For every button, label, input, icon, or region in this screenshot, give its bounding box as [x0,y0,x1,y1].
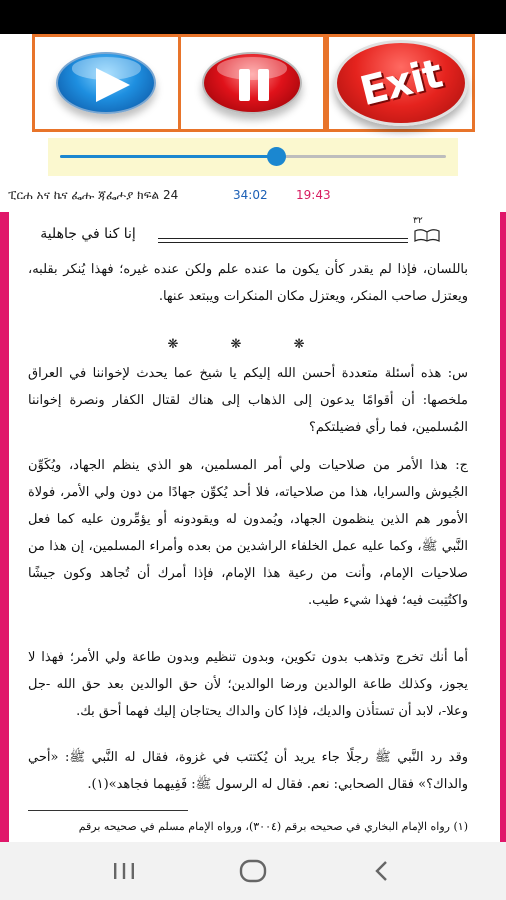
page-header [28,216,468,244]
paragraph-1: باللسان، فإذا لم يقدر كأن يكون ما عنده علم ولكن عنده غيره؛ فهذا يُنكر بقلبه، ويعتزل صاحب المنكر، ويعتزل مكان المنكرات ويبتعد عنها. [28,262,468,304]
section-divider: ❋ ❋ ❋ [167,337,329,352]
pause-icon [239,69,269,101]
back-icon [372,859,392,883]
book-page [0,212,506,842]
elapsed-time: 34:02 [233,188,268,202]
footnote-rule [28,810,188,811]
home-icon [239,859,267,883]
exit-label: Exit [355,50,447,116]
back-button[interactable] [352,851,412,891]
play-cell [32,34,181,132]
pause-button[interactable] [202,52,302,114]
paragraph-4: أما أنك تخرج وتذهب بدون تكوين، وبدون تنظيم وبدون طاعة ولي الأمر؛ فهذا لا يجوز، وكذلك طاعة الوالدين ورضا الوالدين؛ لأن حق الوالدين بعد حق الله -جل وعلا-، لابد أن تستأذن والديك، فإذا كان والداك يحتاجان إليك فهما أحق بك. [28,650,468,719]
track-title: ፒርሐ አና ኬና ፌሑ ጃፌሖያ ክፍል 24 [8,188,179,202]
footnote: (١) رواه الإمام البخاري في صحيحه برقم (٣٠٠٤)، ورواه الإمام مسلم في صحيحه برقم [78,820,468,833]
page-frame-right [500,212,506,842]
system-nav-bar [0,842,506,900]
exit-cell [326,34,475,132]
track-info [0,186,506,208]
seek-progress [60,155,276,158]
player-controls [32,34,475,132]
paragraph-3: ج: هذا الأمر من صلاحيات ولي أمر المسلمين، هو الذي ينظم الجهاد، ويُكَوِّن الجُيوش والسرايا، هذا من صلاحياته، فلا أحد يُكوِّن جهادًا من دون ولي الأمر، فولاة الأمور هم الذين ينظمون الجهاد، ويُمدون له ويقودونه أو يؤمِّرون عليه كما فعل النَّبي ﷺ، وكما عليه عمل الخلفاء الراشدين من بعده وأمراء المسلمين، إن هذا من صلاحيات الإمام، وأنت من رعية هذا الإمام، فإذا أمرك أن تُجاهد وكون جيشًا واكتُتِبت فيه؛ فهذا شيء طيب. [28,458,468,608]
seek-track[interactable] [60,155,446,158]
recents-button[interactable] [94,851,154,891]
book-content [28,212,468,842]
paragraph-2: س: هذه أسئلة متعددة أحسن الله إليكم يا شيخ عما يحدث لإخواننا في العراق ملخصها: أن أقوامًا يدعون إلى الذهاب إلى هناك لقتال الكفار ونصرة إخواننا المُسلمين، فما رأي فضيلتكم؟ [28,366,468,435]
play-button[interactable] [56,52,156,114]
status-bar [0,0,506,34]
header-rule [158,238,408,243]
seek-thumb[interactable] [267,147,286,166]
exit-button[interactable] [334,40,468,126]
page-frame-left [0,212,9,842]
total-time: 19:43 [296,188,331,202]
page-number: ٣٢ [413,216,423,226]
pause-cell [181,34,327,132]
chapter-title: إنا كنا في جاهلية [40,226,136,242]
recents-icon [111,861,137,881]
seek-bar-container [48,138,458,176]
paragraph-5: وقد رد النَّبي ﷺ رجلًا جاء يريد أن يُكتتب في غزوة، فقال له النَّبي ﷺ: «أحي والداك؟» فقال الصحابي: نعم. فقال له الرسول ﷺ: فَفِيهما فجاهد»(١). [28,750,468,792]
play-icon [96,68,130,102]
open-book-icon [414,228,440,242]
home-button[interactable] [223,851,283,891]
